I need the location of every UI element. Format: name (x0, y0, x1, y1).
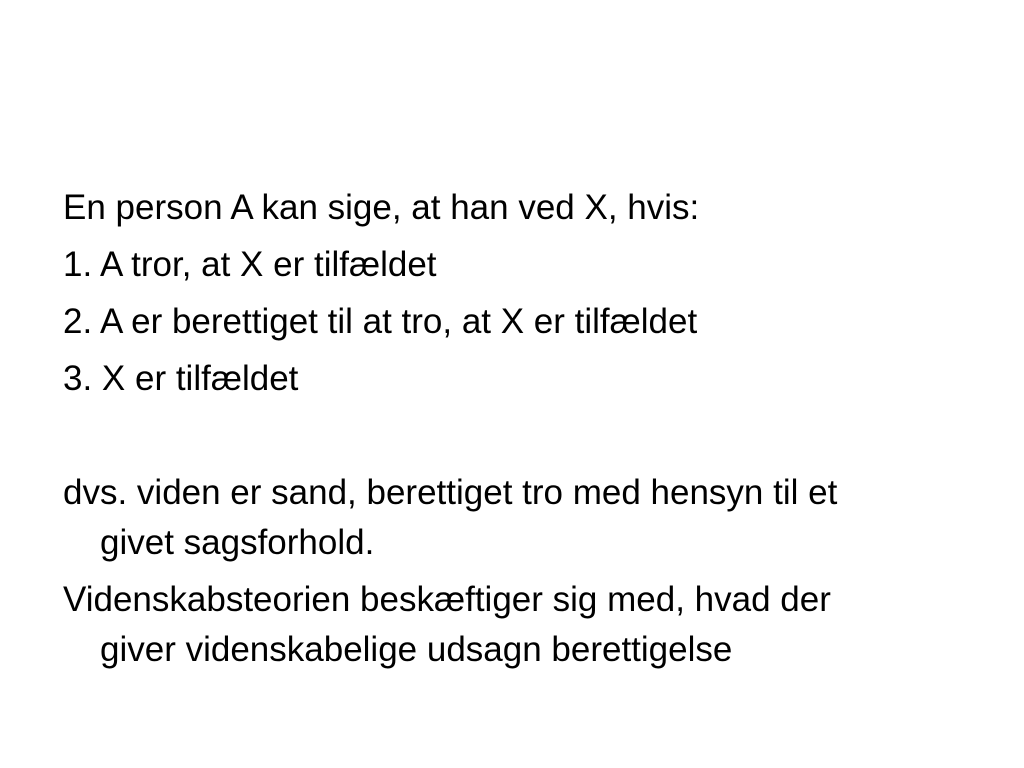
text-line: 2. A er berettiget til at tro, at X er tilfældet (63, 302, 698, 341)
blank-line (63, 411, 983, 461)
text-line-continuation: giver videnskabelige udsagn berettigelse (100, 630, 733, 669)
text-line: En person A kan sige, at han ved X, hvis: (63, 188, 700, 227)
text-line: Videnskabsteorien beskæftiger sig med, hvad der (63, 580, 831, 619)
text-line: 3. X er tilfældet (63, 359, 299, 398)
paragraph-list-item-3 (63, 354, 983, 404)
text-line: 1. A tror, at X er tilfældet (63, 245, 437, 284)
paragraph-blank (63, 411, 983, 461)
paragraph-videnskabsteorien (63, 575, 983, 675)
paragraph-list-item-2 (63, 297, 983, 347)
paragraph-list-item-1 (63, 240, 983, 290)
text-line: dvs. viden er sand, berettiget tro med hensyn til et (63, 473, 838, 512)
paragraph-intro (63, 183, 983, 233)
paragraph-dvs (63, 468, 983, 568)
text-line-continuation: givet sagsforhold. (100, 523, 375, 562)
slide-text-block (63, 183, 983, 682)
